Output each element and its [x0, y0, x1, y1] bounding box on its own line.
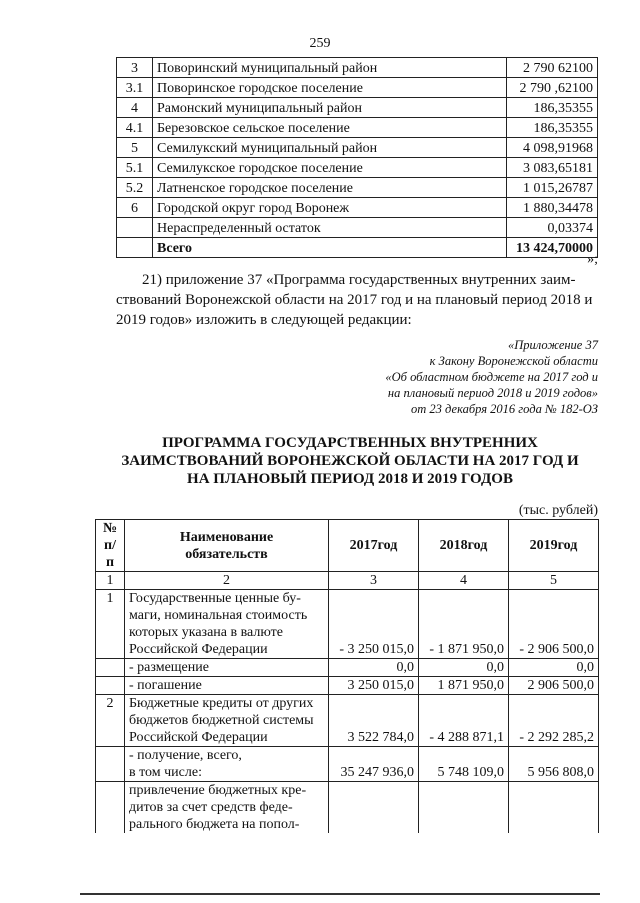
paragraph-line: 2019 годов» изложить в следующей редакции:	[116, 312, 412, 328]
value-2019	[509, 782, 599, 834]
page-edge-line	[80, 893, 600, 895]
row-number: 5.1	[117, 158, 153, 178]
table-row	[117, 138, 598, 158]
table-row	[117, 118, 598, 138]
title-line: НА ПЛАНОВЫЙ ПЕРИОД 2018 И 2019 ГОДОВ	[187, 471, 513, 487]
value-2019: - 2 292 285,2	[509, 695, 599, 747]
row-value: 2 790 ,62100	[507, 78, 598, 98]
row-name: Семилукское городское поселение	[153, 158, 507, 178]
row-name	[125, 695, 329, 747]
table-row	[117, 78, 598, 98]
row-name-line: - получение, всего,	[129, 748, 242, 763]
closing-quote: »;	[587, 252, 598, 267]
value-2018: 5 748 109,0	[419, 747, 509, 782]
row-name	[125, 782, 329, 834]
row-number: 3	[117, 58, 153, 78]
row-number	[96, 747, 125, 782]
annex-reference	[278, 337, 598, 417]
row-value: 4 098,91968	[507, 138, 598, 158]
paragraph-line: ствований Воронежской области на 2017 год и на плановый период 2018 и	[116, 292, 593, 308]
value-2019: 5 956 808,0	[509, 747, 599, 782]
annex-line: «Об областном бюджете на 2017 год и	[385, 370, 598, 384]
value-2017: - 3 250 015,0	[329, 590, 419, 659]
value-2017	[329, 782, 419, 834]
row-name: - размещение	[125, 659, 329, 677]
annex-line: к Закону Воронежской области	[429, 354, 598, 368]
row-name-line: Российской Федерации	[129, 642, 268, 657]
header-name-line: Наименование	[179, 529, 274, 545]
row-number: 3.1	[117, 78, 153, 98]
row-name-line: маги, номинальная стоимость	[129, 608, 308, 623]
value-2019: - 2 906 500,0	[509, 590, 599, 659]
total-label: Всего	[153, 238, 507, 258]
row-number: 2	[96, 695, 125, 747]
table-row	[117, 158, 598, 178]
column-index: 1	[96, 572, 125, 590]
row-number: 5	[117, 138, 153, 158]
row-number: 5.2	[117, 178, 153, 198]
row-name: Латненское городское поселение	[153, 178, 507, 198]
annex-line: от 23 декабря 2016 года № 182-ОЗ	[411, 402, 598, 416]
borrowing-program-table	[95, 519, 599, 833]
row-name: Нераспределенный остаток	[153, 218, 507, 238]
row-name-line: в том числе:	[129, 765, 202, 780]
row-name: Березовское сельское поселение	[153, 118, 507, 138]
table-row	[117, 178, 598, 198]
row-value: 0,03374	[507, 218, 598, 238]
page-number: 259	[309, 36, 331, 51]
table-row	[96, 747, 599, 782]
value-2018: 1 871 950,0	[419, 677, 509, 695]
row-name-line: Бюджетные кредиты от других	[129, 696, 314, 711]
value-2017: 3 522 784,0	[329, 695, 419, 747]
row-value: 186,35355	[507, 118, 598, 138]
row-name-line: Российской Федерации	[129, 730, 268, 745]
value-2019: 2 906 500,0	[509, 677, 599, 695]
amendment-paragraph	[116, 270, 598, 330]
header-num: № п/п	[96, 520, 125, 572]
row-name-line: дитов за счет средств феде-	[129, 800, 293, 815]
value-2018	[419, 782, 509, 834]
row-number: 4	[117, 98, 153, 118]
table-row	[96, 695, 599, 747]
table-row	[117, 98, 598, 118]
row-name-line: бюджетов бюджетной системы	[129, 713, 314, 728]
column-index: 5	[509, 572, 599, 590]
row-name-line: Государственные ценные бу-	[129, 591, 301, 606]
row-number	[117, 238, 153, 258]
row-value: 2 790 62100	[507, 58, 598, 78]
municipal-distribution-table	[116, 57, 598, 258]
value-2018: 0,0	[419, 659, 509, 677]
total-row	[117, 238, 598, 258]
title-line: ПРОГРАММА ГОСУДАРСТВЕННЫХ ВНУТРЕННИХ	[162, 435, 538, 451]
row-name: - погашение	[125, 677, 329, 695]
row-name: Городской округ город Воронеж	[153, 198, 507, 218]
row-value: 1 015,26787	[507, 178, 598, 198]
row-name	[125, 747, 329, 782]
row-number: 6	[117, 198, 153, 218]
header-2019: 2019год	[509, 520, 599, 572]
value-2017: 0,0	[329, 659, 419, 677]
value-2019: 0,0	[509, 659, 599, 677]
row-name-line: рального бюджета на попол-	[129, 817, 300, 832]
total-value: 13 424,70000	[507, 238, 598, 258]
row-name-line: привлечение бюджетных кре-	[129, 783, 307, 798]
table-row	[96, 590, 599, 659]
row-number: 1	[96, 590, 125, 659]
row-number	[96, 782, 125, 834]
row-name: Поворинский муниципальный район	[153, 58, 507, 78]
column-index: 4	[419, 572, 509, 590]
title-line: ЗАИМСТВОВАНИЙ ВОРОНЕЖСКОЙ ОБЛАСТИ НА 2017 ГОД И	[121, 453, 579, 469]
header-name-line: обязательств	[185, 546, 268, 562]
annex-line: на плановый период 2018 и 2019 годов»	[387, 386, 598, 400]
table-row	[96, 677, 599, 695]
annex-line: «Приложение 37	[508, 338, 598, 352]
header-2017: 2017год	[329, 520, 419, 572]
row-name: Рамонский муниципальный район	[153, 98, 507, 118]
table-row	[96, 659, 599, 677]
row-name: Поворинское городское поселение	[153, 78, 507, 98]
table-row	[117, 58, 598, 78]
row-number	[96, 677, 125, 695]
value-2017: 3 250 015,0	[329, 677, 419, 695]
header-2018: 2018год	[419, 520, 509, 572]
row-name	[125, 590, 329, 659]
table-row	[117, 198, 598, 218]
header-row	[96, 520, 599, 572]
column-index: 3	[329, 572, 419, 590]
row-number	[117, 218, 153, 238]
row-number: 4.1	[117, 118, 153, 138]
row-value: 3 083,65181	[507, 158, 598, 178]
column-index-row	[96, 572, 599, 590]
value-2018: - 4 288 871,1	[419, 695, 509, 747]
units-label: (тыс. рублей)	[518, 503, 598, 518]
paragraph-line: 21) приложение 37 «Программа государственных внутренних заим-	[142, 272, 576, 288]
value-2017: 35 247 936,0	[329, 747, 419, 782]
row-name-line: которых указана в валюте	[129, 625, 283, 640]
row-number	[96, 659, 125, 677]
header-name	[125, 520, 329, 572]
table-row	[117, 218, 598, 238]
value-2018: - 1 871 950,0	[419, 590, 509, 659]
table-row	[96, 782, 599, 834]
program-title	[100, 434, 600, 488]
row-name: Семилукский муниципальный район	[153, 138, 507, 158]
column-index: 2	[125, 572, 329, 590]
row-value: 186,35355	[507, 98, 598, 118]
row-value: 1 880,34478	[507, 198, 598, 218]
